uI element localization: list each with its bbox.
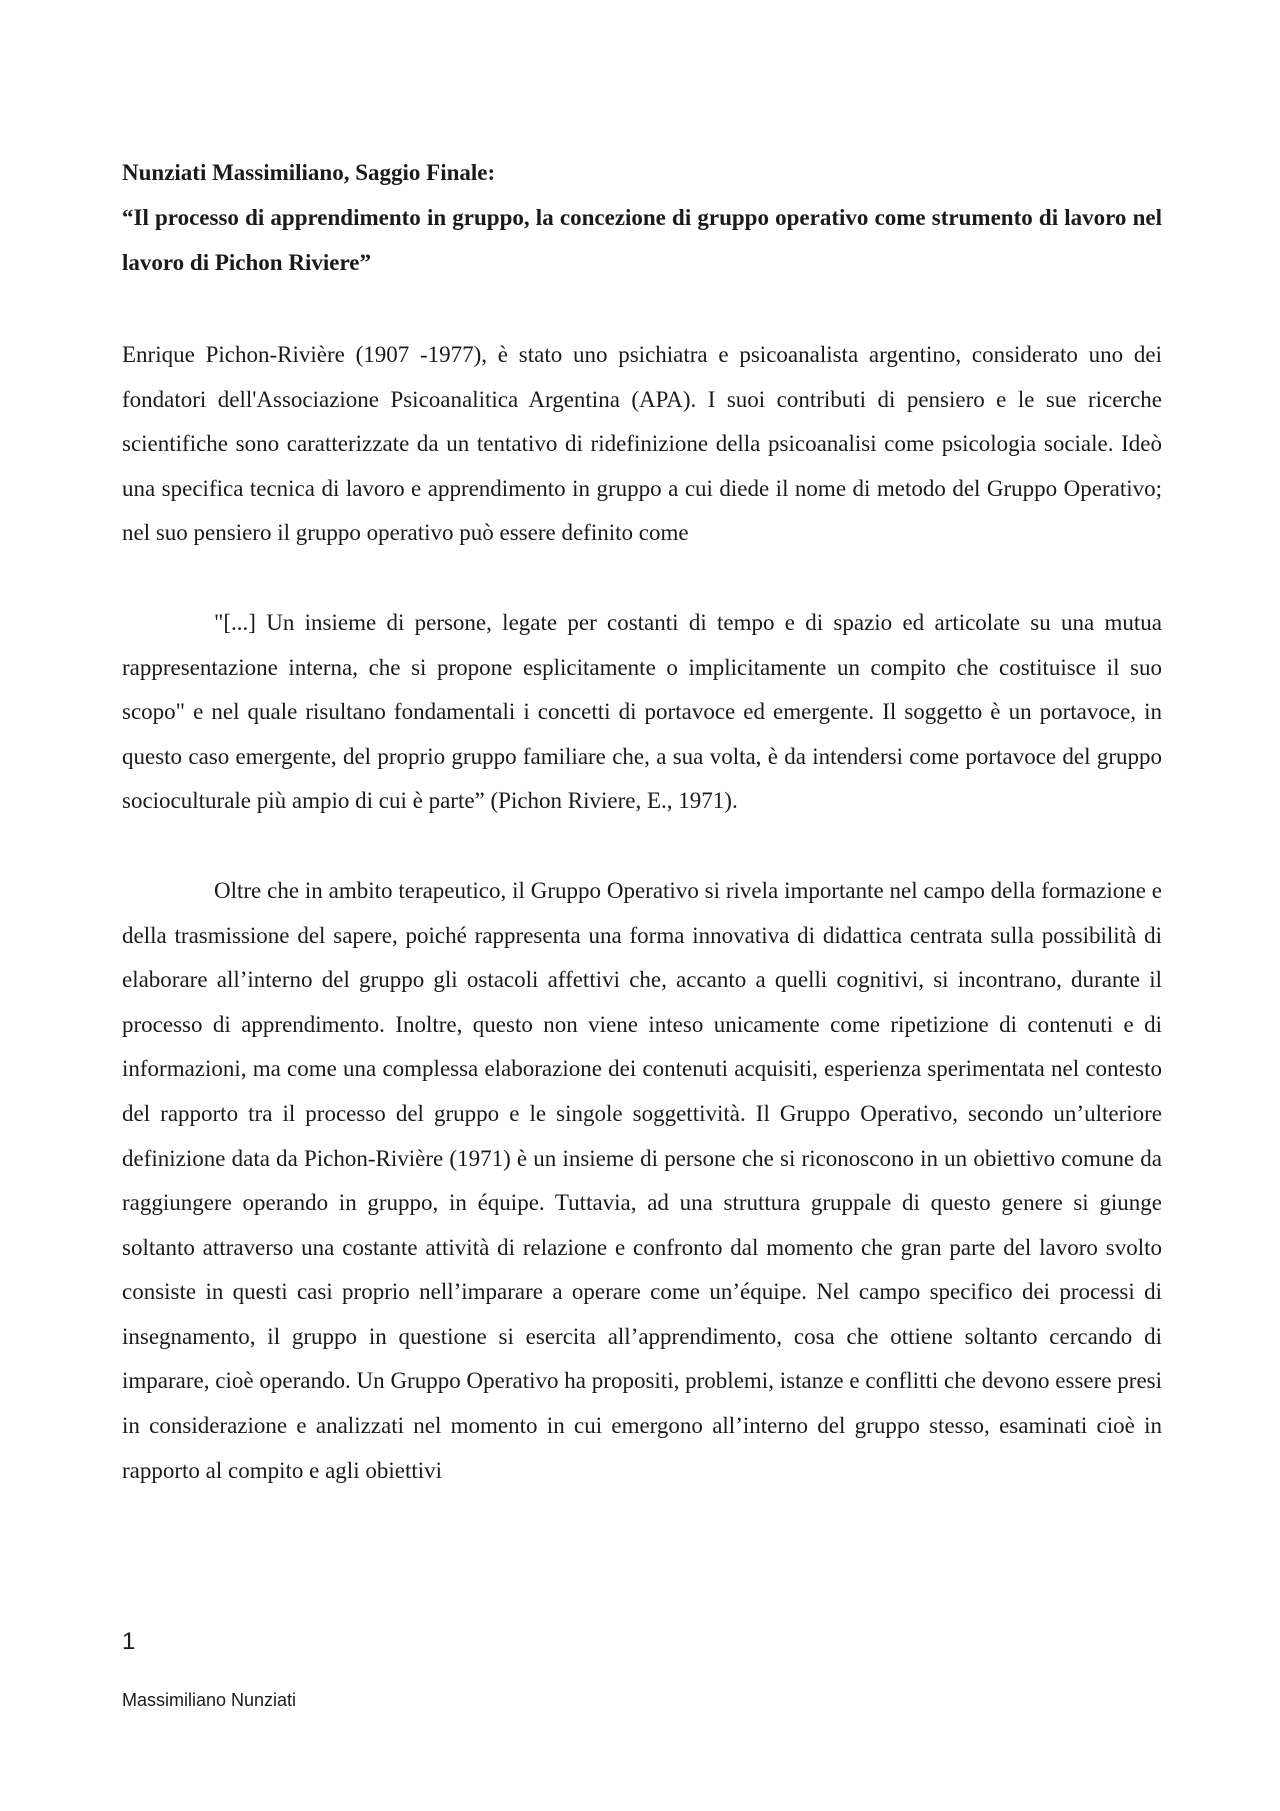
document-body xyxy=(122,150,1162,1493)
document-title: “Il processo di apprendimento in gruppo, la concezione di gruppo operativo come strumento di lavoro nel lavoro di Pichon Riviere” xyxy=(122,205,1162,275)
paragraph-quote: "[...] Un insieme di persone, legate per costanti di tempo e di spazio ed articolate su una mutua rappresentazione interna, che si propone esplicitamente o implicitamente un compito che costituisce il suo scopo" e nel quale risultano fondamentali i concetti di portavoce ed emergente. Il soggetto è un portavoce, in questo caso emergente, del proprio gruppo familiare che, a sua volta, è da intendersi come portavoce del gruppo socioculturale più ampio di cui è parte” (Pichon Riviere, E., 1971). xyxy=(122,609,1162,814)
document-heading: Nunziati Massimiliano, Saggio Finale: xyxy=(122,160,496,185)
paragraph-intro: Enrique Pichon-Rivière (1907 -1977), è stato uno psichiatra e psicoanalista argentino, considerato uno dei fondatori dell'Associazione Psicoanalitica Argentina (APA). I suoi contributi di pensiero e le sue ricerche scientifiche sono caratterizzate da un tentativo di ridefinizione della psicoanalisi come psicologia sociale. Ideò una specifica tecnica di lavoro e apprendimento in gruppo a cui diede il nome di metodo del Gruppo Operativo; nel suo pensiero il gruppo operativo può essere definito come xyxy=(122,342,1162,546)
page-footer: Massimiliano Nunziati xyxy=(122,1690,297,1710)
paragraph-operative-group: Oltre che in ambito terapeutico, il Gruppo Operativo si rivela importante nel campo della formazione e della trasmissione del sapere, poiché rappresenta una forma innovativa di didattica centrata sulla possibilità di elaborare all’interno del gruppo gli ostacoli affettivi che, accanto a quelli cognitivi, si incontrano, durante il processo di apprendimento. Inoltre, questo non viene inteso unicamente come ripetizione di contenuti e di informazioni, ma come una complessa elaborazione dei contenuti acquisiti, esperienza sperimentata nel contesto del rapporto tra il processo del gruppo e le singole soggettività. Il Gruppo Operativo, secondo un’ulteriore definizione data da Pichon-Rivière (1971) è un insieme di persone che si riconoscono in un obiettivo comune da raggiungere operando in gruppo, in équipe. Tuttavia, ad una struttura gruppale di questo genere si giunge soltanto attraverso una costante attività di relazione e confronto dal momento che gran parte del lavoro svolto consiste in questi casi proprio nell’imparare a operare come un’équipe. Nel campo specifico dei processi di insegnamento, il gruppo in questione si esercita all’apprendimento, cosa che ottiene soltanto cercando di imparare, cioè operando. Un Gruppo Operativo ha propositi, problemi, istanze e conflitti che devono essere presi in considerazione e analizzati nel momento in cui emergono all’interno del gruppo stesso, esaminati cioè in rapporto al compito e agli obiettivi xyxy=(122,877,1162,1483)
page-number: 1 xyxy=(122,1628,136,1655)
